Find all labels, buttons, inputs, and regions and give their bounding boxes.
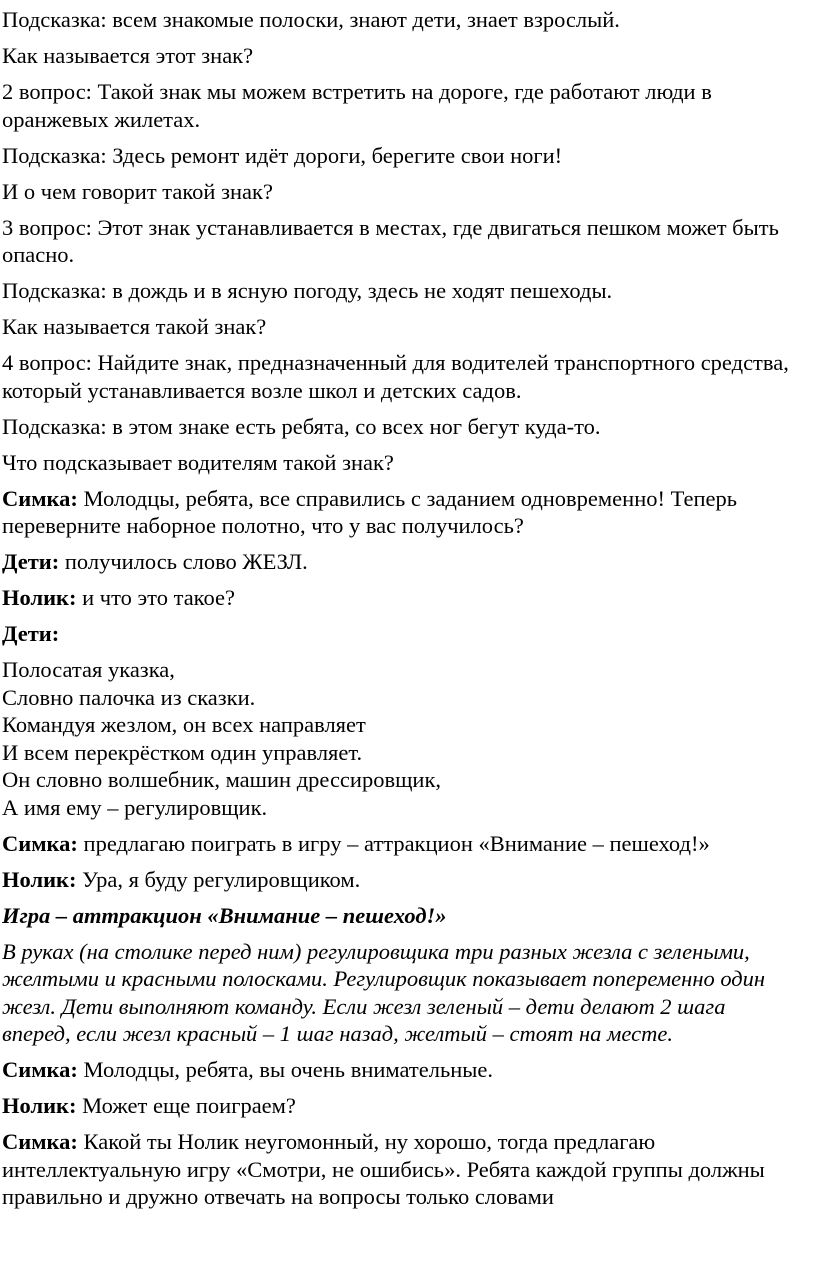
poem-line: Он словно волшебник, машин дрессировщик, [2,767,442,792]
speaker-name: Дети: [2,549,60,574]
question-paragraph: Как называется этот знак? [2,43,254,68]
game-title-text: Игра – аттракцион «Внимание – пешеход!» [2,902,447,928]
hint-paragraph: Подсказка: в дождь и в ясную погоду, здесь не ходят пешеходы. [2,278,613,303]
dialogue-text: Может еще поиграем? [76,1093,296,1118]
poem-line: И всем перекрёстком один управляет. [2,739,363,765]
speaker-name: Нолик: [2,866,77,892]
game-description: В руках (на столике перед ним) регулировщика три разных жезла с зелеными, желтыми и красными полосками. Регулировщик показывает попеременно один жезл. Дети выполняют команду. Если жезл зеленый – дети делают 2 шага вперед, если жезл красный – 1 шаг назад, желтый – стоят на месте. [2,938,766,1046]
question-3-paragraph: 3 вопрос: Этот знак устанавливается в местах, где двигаться пешком может быть опасно. [2,214,779,267]
dialogue-text: предлагаю поиграть в игру – аттракцион «Внимание – пешеход!» [77,830,710,856]
speaker-name: Нолик: [2,1093,77,1118]
speaker-name: Симка: [2,485,78,511]
hint-paragraph: Подсказка: всем знакомые полоски, знают дети, знает взрослый. [2,7,620,32]
poem-line: А имя ему – регулировщик. [2,794,268,820]
dialogue-text: Молодцы, ребята, вы очень внимательные. [77,1057,493,1082]
question-4-paragraph: 4 вопрос: Найдите знак, предназначенный для водителей транспортного средства, который устанавливается возле школ и детских садов. [2,350,789,403]
dialogue-line [2,1056,792,1084]
dialogue-text: Какой ты Нолик неугомонный, ну хорошо, тогда предлагаю интеллектуальную игру «Смотри, не ошибись». Ребята каждой группы должны правильно и дружно отвечать на вопросы только словами [2,1129,765,1209]
question-paragraph: Что подсказывает водителям такой знак? [2,449,394,475]
dialogue-line [2,830,792,858]
poem-line: Полосатая указка, [2,657,175,682]
speaker-name: Симка: [2,1129,78,1154]
dialogue-text: Молодцы, ребята, все справились с заданием одновременно! Теперь переверните наборное полотно, что у вас получилось? [2,485,738,538]
poem-line: Словно палочка из сказки. [2,684,256,710]
hint-paragraph: Подсказка: в этом знаке есть ребята, со всех ног бегут куда-то. [2,413,601,439]
question-paragraph: Как называется такой знак? [2,314,267,339]
speaker-name: Симка: [2,830,78,856]
speaker-name: Нолик: [2,585,77,610]
dialogue-line [2,1092,792,1120]
speaker-name: Симка: [2,1057,78,1082]
dialogue-text: получилось слово ЖЕЗЛ. [59,549,308,574]
speaker-name: Дети: [2,621,60,646]
dialogue-line [2,485,792,540]
dialogue-line [2,866,792,894]
question-paragraph: И о чем говорит такой знак? [2,178,273,204]
dialogue-line [2,620,792,648]
dialogue-text: Ура, я буду регулировщиком. [76,866,361,892]
game-title [2,902,792,930]
dialogue-line [2,548,792,576]
poem-line: Командуя жезлом, он всех направляет [2,712,366,737]
question-2-paragraph: 2 вопрос: Такой знак мы можем встретить на дороге, где работают люди в оранжевых жилетах. [2,79,712,132]
dialogue-text: и что это такое? [76,585,235,610]
dialogue-line [2,584,792,612]
poem [2,656,792,821]
dialogue-line [2,1128,792,1211]
hint-paragraph: Подсказка: Здесь ремонт идёт дороги, берегите свои ноги! [2,142,563,168]
